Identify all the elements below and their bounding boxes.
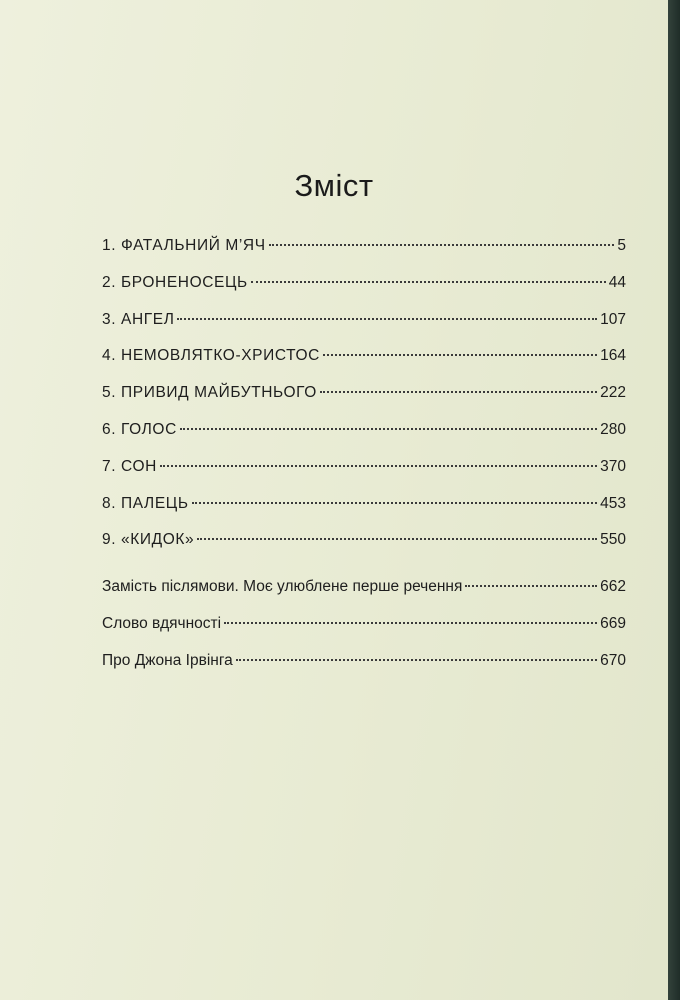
- table-of-contents: [102, 228, 626, 680]
- toc-entry: [102, 643, 626, 680]
- dot-leader: [197, 537, 597, 540]
- toc-entry: [102, 302, 626, 339]
- toc-entry-label: Про Джона Ірвінга: [102, 651, 233, 669]
- toc-entry-label: 4. НЕМОВЛЯТКО-ХРИСТОС: [102, 347, 320, 365]
- toc-entry: [102, 228, 626, 265]
- dot-leader: [236, 658, 597, 661]
- toc-entry-label: Замість післямови. Моє улюблене перше речення: [102, 578, 463, 596]
- dot-leader: [323, 353, 597, 356]
- toc-entry-label: 9. «КИДОК»: [102, 531, 195, 549]
- toc-entry: [102, 449, 626, 486]
- toc-entry: [102, 486, 626, 523]
- dot-leader: [192, 501, 598, 504]
- toc-entry: [102, 375, 626, 412]
- toc-entry-page: 44: [608, 273, 626, 291]
- toc-entry: [102, 569, 626, 606]
- dot-leader: [465, 584, 597, 587]
- page-title: Зміст: [294, 168, 374, 203]
- toc-entry-label: 1. ФАТАЛЬНИЙ М’ЯЧ: [102, 237, 266, 254]
- dot-leader: [320, 390, 597, 393]
- toc-entry-page: 662: [600, 578, 626, 596]
- toc-entry-page: 164: [600, 347, 626, 365]
- toc-entry-label: Слово вдячності: [102, 614, 222, 632]
- toc-entry: [102, 338, 626, 375]
- dot-leader: [224, 621, 597, 624]
- section-spacer: [102, 559, 626, 569]
- toc-entry-page: 453: [600, 494, 626, 512]
- toc-entry: [102, 522, 626, 559]
- toc-entry-page: 670: [600, 651, 626, 669]
- toc-entry-label: 5. ПРИВИД МАЙБУТНЬОГО: [102, 384, 317, 402]
- toc-entry-page: 370: [600, 457, 626, 475]
- toc-entry-page: 669: [600, 614, 626, 632]
- book-cover-edge: [668, 0, 680, 1000]
- toc-entry-page: 222: [600, 384, 626, 402]
- dot-leader: [160, 464, 597, 467]
- toc-entry-page: 280: [600, 420, 626, 438]
- toc-entry-label: 6. ГОЛОС: [102, 420, 177, 438]
- toc-entry: [102, 265, 626, 302]
- dot-leader: [269, 243, 615, 246]
- toc-entry: [102, 412, 626, 449]
- dot-leader: [180, 427, 597, 430]
- toc-entry-page: 107: [600, 310, 626, 328]
- toc-entry-label: 7. СОН: [102, 457, 157, 475]
- toc-entry-label: 3. АНГЕЛ: [102, 310, 175, 328]
- toc-entry-label: 2. БРОНЕНОСЕЦЬ: [102, 273, 248, 291]
- toc-entry: [102, 606, 626, 643]
- dot-leader: [251, 280, 606, 283]
- toc-entry-page: 550: [600, 531, 626, 549]
- dot-leader: [177, 317, 597, 320]
- toc-entry-page: 5: [617, 237, 626, 254]
- toc-entry-label: 8. ПАЛЕЦЬ: [102, 494, 189, 512]
